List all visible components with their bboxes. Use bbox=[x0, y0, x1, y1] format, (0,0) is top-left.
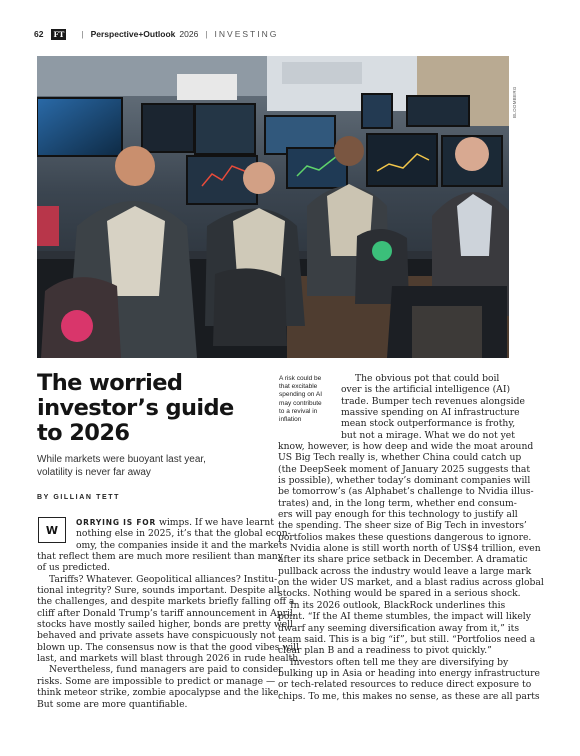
body-line: risks. Some are impossible to predict or manage — bbox=[37, 675, 276, 687]
pull-quote-line: A risk could be bbox=[279, 375, 322, 382]
body-line: blown up. The consensus now is that the good vibes will bbox=[37, 641, 300, 653]
pull-quote-line: that excitable bbox=[279, 383, 318, 391]
left-column-text bbox=[37, 517, 302, 710]
body-line: US Big Tech really is, whether China could catch up bbox=[278, 452, 522, 464]
body-line: ORRYING IS FOR wimps. If we have learnt bbox=[76, 517, 274, 528]
body-line: massive spending on AI infrastructure bbox=[341, 407, 520, 419]
body-line: stocks have mostly sailed higher, bonds are pretty well bbox=[37, 619, 294, 631]
lead-in-caps: ORRYING IS FOR bbox=[76, 518, 157, 527]
body-line: of us predicted. bbox=[37, 562, 111, 574]
body-line: point. “If the AI theme stumbles, the impact will likely bbox=[278, 611, 531, 623]
body-line: (the DeepSeek moment of January 2025 suggests that bbox=[278, 463, 531, 475]
body-line: behaved and private assets have conspicuously not bbox=[37, 630, 276, 642]
right-column-intro bbox=[341, 373, 525, 441]
page-number: 62 bbox=[34, 29, 44, 39]
body-line: team said. This is a big “if”, but still. “Portfolios need a bbox=[278, 633, 536, 645]
body-line: ers will pay enough for this technology to justify all bbox=[278, 509, 518, 521]
body-line: nothing else in 2025, it’s that the global econ- bbox=[76, 528, 291, 540]
ft-logo: FT bbox=[53, 29, 65, 39]
pull-quote-line: spending on AI bbox=[279, 391, 323, 399]
body-line: Tariffs? Whatever. Geopolitical alliances? Institu- bbox=[49, 573, 278, 585]
body-line: In its 2026 outlook, BlackRock underlines this bbox=[290, 599, 506, 611]
body-line: or tech-related resources to reduce direct exposure to bbox=[278, 679, 532, 691]
dek-line: While markets were buoyant last year, bbox=[37, 454, 206, 465]
pull-quote-line: to a revival in bbox=[279, 407, 318, 415]
body-line: trates) and, in the long term, whether end consum- bbox=[278, 497, 517, 509]
body-line: bulking up in Asia or heading into energy infrastructure bbox=[278, 667, 540, 679]
body-line: is possible), whether today’s dominant companies will bbox=[278, 475, 531, 487]
body-line: last, and markets will blast through 2026 in rude health. bbox=[37, 653, 302, 665]
body-line: know, however, is how deep and wide the moat around bbox=[278, 441, 534, 452]
body-line: the challenges, and despite markets briefly falling off a bbox=[37, 596, 295, 608]
body-line: on the wider US market, and a blast radius across global bbox=[278, 577, 544, 589]
body-line: but not a mirage. What we do not yet bbox=[341, 429, 515, 441]
headline-line: to 2026 bbox=[37, 420, 130, 446]
body-line: tional integrity? Sure, sounds important. Despite all bbox=[37, 585, 280, 597]
headline bbox=[37, 371, 257, 446]
section-label: INVESTING bbox=[214, 29, 279, 39]
body-line: think meteor strike, zombie apocalypse and the like. bbox=[37, 687, 282, 699]
body-line: The obvious pot that could boil bbox=[355, 373, 500, 384]
publication-title: Perspective+Outlook bbox=[90, 29, 176, 39]
byline: BY GILLIAN TETT bbox=[37, 494, 120, 501]
pull-quote bbox=[279, 375, 334, 424]
trading-floor-photo bbox=[37, 56, 509, 358]
dek-line: volatility is never far away bbox=[37, 466, 151, 478]
body-line: over is the artificial intelligence (AI) bbox=[341, 384, 511, 396]
body-line: cliff after Donald Trump’s tariff announcement in April, bbox=[37, 607, 296, 619]
body-line: trade. Bumper tech revenues alongside bbox=[341, 395, 525, 407]
body-line: omy, the companies inside it and the markets bbox=[76, 539, 288, 551]
right-column-text bbox=[278, 441, 544, 702]
body-line: the spending. The sheer size of Big Tech in investors’ bbox=[278, 520, 527, 532]
body-line: clear plan B and a readiness to pivot quickly.” bbox=[278, 645, 492, 657]
photo-illustration bbox=[37, 56, 509, 358]
header-divider: | bbox=[81, 29, 84, 39]
photo-credit: BLOOMBERG bbox=[512, 86, 517, 118]
body-line: be tomorrow’s (as Alphabet’s challenge to Nvidia illus- bbox=[278, 486, 534, 498]
drop-cap: W bbox=[38, 517, 66, 543]
dek bbox=[37, 454, 237, 479]
headline-line: The worried bbox=[37, 370, 183, 396]
body-line: Nvidia alone is still worth north of US$4 trillion, even bbox=[290, 543, 541, 555]
publication-year: 2026 bbox=[179, 29, 199, 39]
pull-quote-line: inflation bbox=[279, 416, 302, 424]
body-line: Investors often tell me they are diversifying by bbox=[290, 656, 509, 668]
body-line: Nevertheless, fund managers are paid to consider bbox=[49, 664, 283, 676]
headline-line: investor’s guide bbox=[37, 395, 234, 421]
pull-quote-line: may contribute bbox=[279, 399, 322, 407]
running-header bbox=[34, 27, 278, 41]
body-line: pullback across the industry would leave a large mark bbox=[278, 565, 532, 577]
body-line: But some are more quantifiable. bbox=[37, 698, 188, 710]
body-line: mean stock outperformance is frothy, bbox=[341, 418, 516, 430]
body-line: that reflect them are much more resilient than many bbox=[37, 551, 283, 563]
body-line: dwarf any seeming diversification away from it,” its bbox=[278, 622, 520, 634]
body-line: stocks. Nothing would be spared in a serious shock. bbox=[278, 588, 521, 600]
header-divider: | bbox=[205, 29, 208, 39]
body-line: portfolios makes these questions dangerous to ignore. bbox=[278, 531, 532, 543]
body-line: chips. To me, this makes no sense, as these are all parts bbox=[278, 690, 540, 702]
body-line: after its share price setback in December. A dramatic bbox=[278, 554, 528, 566]
